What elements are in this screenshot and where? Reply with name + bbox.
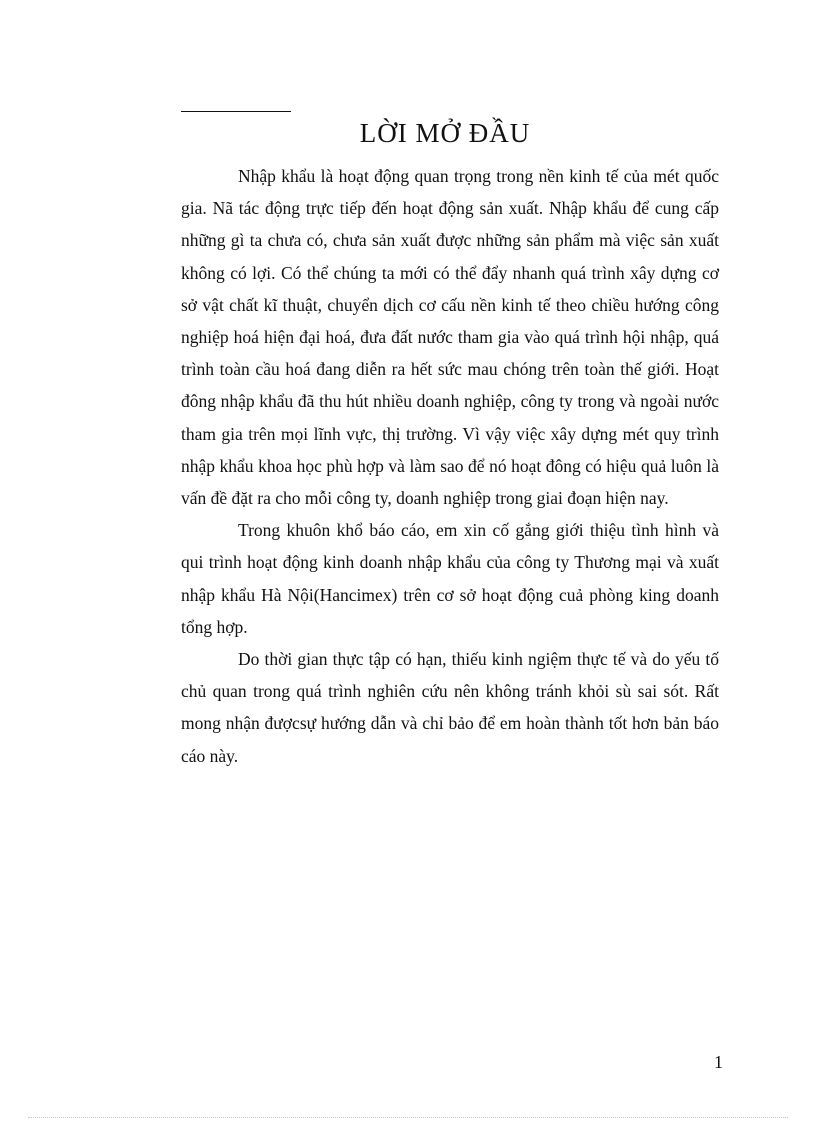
header-rule [181,111,291,112]
paragraph-acknowledgement: Do thời gian thực tập có hạn, thiếu kinh ngiệm thực tế và do yếu tố chủ quan trong quá trình nghiên cứu nên không tránh khỏi sù sai sót. Rất mong nhận đượcsự hướng dẫn và chỉ bảo để em hoàn thành tốt hơn bản báo cáo này. [181,649,719,766]
paragraph-intro: Nhập khẩu là hoạt động quan trọng trong nền kinh tế của mét quốc gia. Nã tác động trực tiếp đến hoạt động sản xuất. Nhập khẩu để cung cấp những gì ta chưa có, chưa sản xuất được những sản phẩm mà việc sản xuất không có lợi. Có thể chúng ta mới có thể đẩy nhanh quá trình xây dựng cơ sở vật chất kĩ thuật, chuyển dịch cơ cấu nền kinh tế theo chiều hướng công nghiệp hoá hiện đại hoá, đưa đất nước tham gia vào quá trình hội nhập, quá trình toàn cầu hoá đang diễn ra hết sức mau chóng trên toàn thế giới. Hoạt đông nhập khẩu đã thu hút nhiều doanh nghiệp, công ty trong và ngoài nước tham gia trên mọi lĩnh vực, thị trường. Vì vậy việc xây dựng mét quy trình nhập khẩu khoa học phù hợp và làm sao để nó hoạt đông có hiệu quả luôn là vấn đề đặt ra cho mỗi công ty, doanh nghiệp trong giai đoạn hiện nay. [181,166,719,509]
document-body [181,160,719,772]
paragraph-scope: Trong khuôn khổ báo cáo, em xin cố gắng giới thiệu tình hình và qui trình hoạt động kinh doanh nhập khẩu của công ty Thương mại và xuất nhập khẩu Hà Nội(Hancimex) trên cơ sở hoạt động cuả phòng king doanh tổng hợp. [181,520,719,637]
footer-dotted-rule [28,1117,788,1118]
page-title: LỜI MỞ ĐẦU [359,118,531,148]
page-number: 1 [714,1052,723,1072]
